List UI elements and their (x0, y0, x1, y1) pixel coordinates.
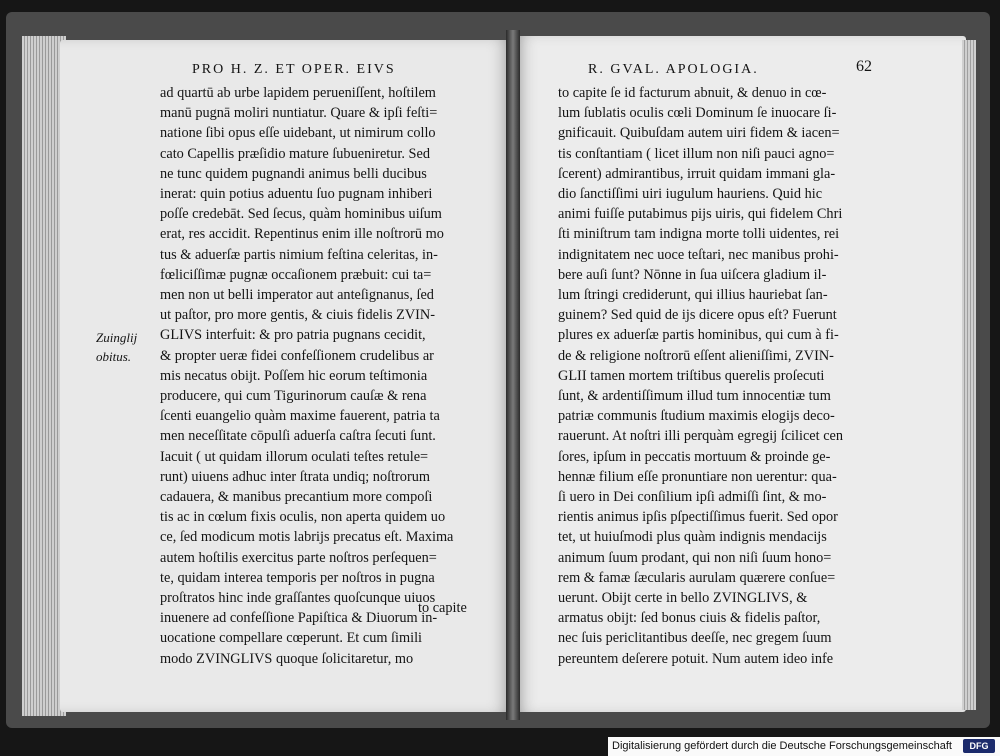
text-line: men neceſſitate cōpulſi aduerſa caſtra ſecuti ſunt. (160, 428, 436, 445)
text-line: uerunt. Obijt certe in bello ZVINGLIVS, & (558, 590, 808, 607)
text-line: modo ZVINGLIVS quoque ſolicitaretur, mo (160, 650, 414, 667)
text-line: rientis animus ipſis pſpectiſſimus fuerit. Sed opor (558, 509, 838, 526)
text-line: proſtratos hinc inde graſſantes quoſcunque uiuos (160, 590, 436, 607)
text-line: producere, qui cum Tigurinorum cauſæ & rena (160, 388, 427, 405)
text-line: ce, ſed modicum motis labrijs precatus eſt. Maxima (160, 529, 454, 546)
text-line: poſſe credebāt. Sed ſecus, quàm hominibus uiſum (160, 206, 442, 223)
text-line: pereuntem deſerere potuit. Num autem ideo infe (558, 650, 834, 667)
text-line: tet, ut huiuſmodi plus quàm indignis mendacijs (558, 529, 827, 546)
text-line: tis conſtantiam ( licet illum non niſi pauci agno= (558, 145, 835, 162)
text-line: cadauera, & manibus precantium more compoſi (160, 489, 433, 506)
text-line: GLIVS interfuit: & pro patria pugnans cecidit, (160, 327, 426, 344)
text-line: ſi uero in Dei conſilium ipſi admiſſi ſint, & mo- (558, 489, 827, 506)
text-line: bere auſi ſunt? Nōnne in ſua uiſcera gladium il- (558, 266, 827, 283)
text-line: & propter ueræ fidei confeſſionem crudelibus ar (160, 347, 434, 364)
text-line: inerat: quin potius aduentu ſuo pugnam inhiberi (160, 186, 433, 203)
text-line: indignitatem nec uoce teſtari, nec manibus prohi- (558, 246, 839, 263)
text-line: men non ut belli imperator aut anteſignanus, ſed (160, 287, 434, 304)
text-line: plures ex aduerſæ partis hominibus, qui cum à fi- (558, 327, 839, 344)
text-line: inuenere ad confeſſione Papiſtica & Diuorum in- (160, 610, 438, 627)
right-page-text (558, 83, 888, 669)
page-number: 62 (856, 58, 872, 75)
margin-note-line: obitus. (96, 349, 132, 364)
text-line: ſcerent) admirantibus, irruit quidam immani gla- (558, 165, 836, 182)
text-line: to capite ſe id facturum abnuit, & denuo in cœ- (558, 85, 827, 101)
text-line: ut paſtor, pro more gentis, & ciuis fidelis ZVIN- (160, 307, 435, 324)
text-line: nec ſuis periclitantibus deeſſe, nec gregem ſuum (558, 630, 832, 647)
footer-credit: Digitalisierung gefördert durch die Deutsche Forschungsgemeinschaft (612, 740, 952, 752)
text-line: rauerunt. At noſtri illi perquàm egregij ſcilicet cen (558, 428, 844, 445)
text-line: animi fuiſſe putabimus pijs uiris, qui fidelem Chri (558, 206, 843, 223)
text-line: animum ſuum prodant, qui non niſi ſuum hono= (558, 549, 832, 566)
text-line: ſti miniſtrum tam indigna morte tolli uidentes, rei (558, 226, 840, 243)
text-line: de & religione noſtrorū eſſent alieniſſimi, ZVIN- (558, 347, 834, 364)
text-line: gnificauit. Quibuſdam autem uiri fidem & iacen= (558, 125, 840, 142)
margin-note-line: Zuinglij (96, 330, 138, 345)
text-line: Iacuit ( ut quidam illorum oculati teſtes retule= (160, 448, 429, 465)
text-line: ne tunc quidem pugnandi animus belli ducibus (160, 165, 427, 182)
text-line: uocatione compellare cœperunt. Et cum ſimili (160, 630, 423, 647)
text-line: ſcenti euangelio quàm maxime fauerent, patria ta (160, 408, 440, 425)
text-line: patriæ communis ſtudium maximis elogijs deco- (558, 408, 835, 425)
text-line: tis ac in cœlum fixis oculis, non aperta quidem uo (160, 509, 446, 526)
text-line: ſores, ipſum in peccatis mortuum & proinde ge- (558, 448, 831, 465)
text-line: dio ſanctiſſimi uiri iugulum hauriens. Quid hic (558, 186, 823, 203)
text-line: manū pugnā moliri nuntiatur. Quare & ipſi feſti= (160, 105, 438, 122)
dfg-logo-icon: DFG (963, 739, 995, 753)
book-spine (506, 30, 520, 720)
text-line: hennæ filium eſſe pronuntiare non uerentur: qua- (558, 468, 837, 485)
text-line: ad quartū ab urbe lapidem perueniſſent, hoſtilem (160, 85, 436, 101)
right-page-edges (962, 40, 976, 710)
text-line: armatus obijt: ſed bonus ciuis & fidelis paſtor, (558, 610, 821, 627)
text-line: tus & aduerſæ partis nimium feſtina celeritas, in- (160, 246, 438, 263)
text-line: cato Capellis præſidio mature ſubueniretur. Sed (160, 145, 430, 162)
left-page-text (160, 83, 482, 669)
text-line: guinem? Sed quid de ijs dicere opus eſt? Fuerunt (558, 307, 837, 324)
right-running-head: R. GVAL. APOLOGIA. (588, 62, 759, 77)
left-running-head: PRO H. Z. ET OPER. EIVS (192, 62, 396, 77)
margin-note (96, 328, 156, 366)
text-line: GLII tamen mortem triſtibus querelis proſecuti (558, 367, 825, 384)
text-line: mis necatus obijt. Poſſem hic eorum teſtimonia (160, 367, 428, 384)
text-line: autem hoſtilis exercitus parte noſtros perſequen= (160, 549, 437, 566)
text-line: ſunt, & ardentiſſimum illud tum innocentiæ tum (558, 388, 831, 405)
text-line: lum ſtringi crediderunt, qui illius hauriebat ſan- (558, 287, 828, 304)
text-line: erat, res accidit. Repentinus enim ille noſtrorū mo (160, 226, 444, 243)
text-line: runt) uiuens adhuc inter ſtrata undiq; noſtrorum (160, 468, 430, 485)
catchword: to capite (418, 600, 467, 616)
text-line: te, quidam interea temporis per noſtros in pugna (160, 569, 435, 586)
text-line: rem & famæ ſæcularis aurulam quærere conſue= (558, 569, 836, 586)
text-line: lum ſublatis oculis cœli Dominum ſe inuocare ſi- (558, 105, 837, 122)
text-line: natione ſibi opus eſſe uidebant, ut nimirum collo (160, 125, 436, 142)
text-line: fœliciſſimæ pugnæ occaſionem præbuit: cui ta= (160, 266, 432, 283)
